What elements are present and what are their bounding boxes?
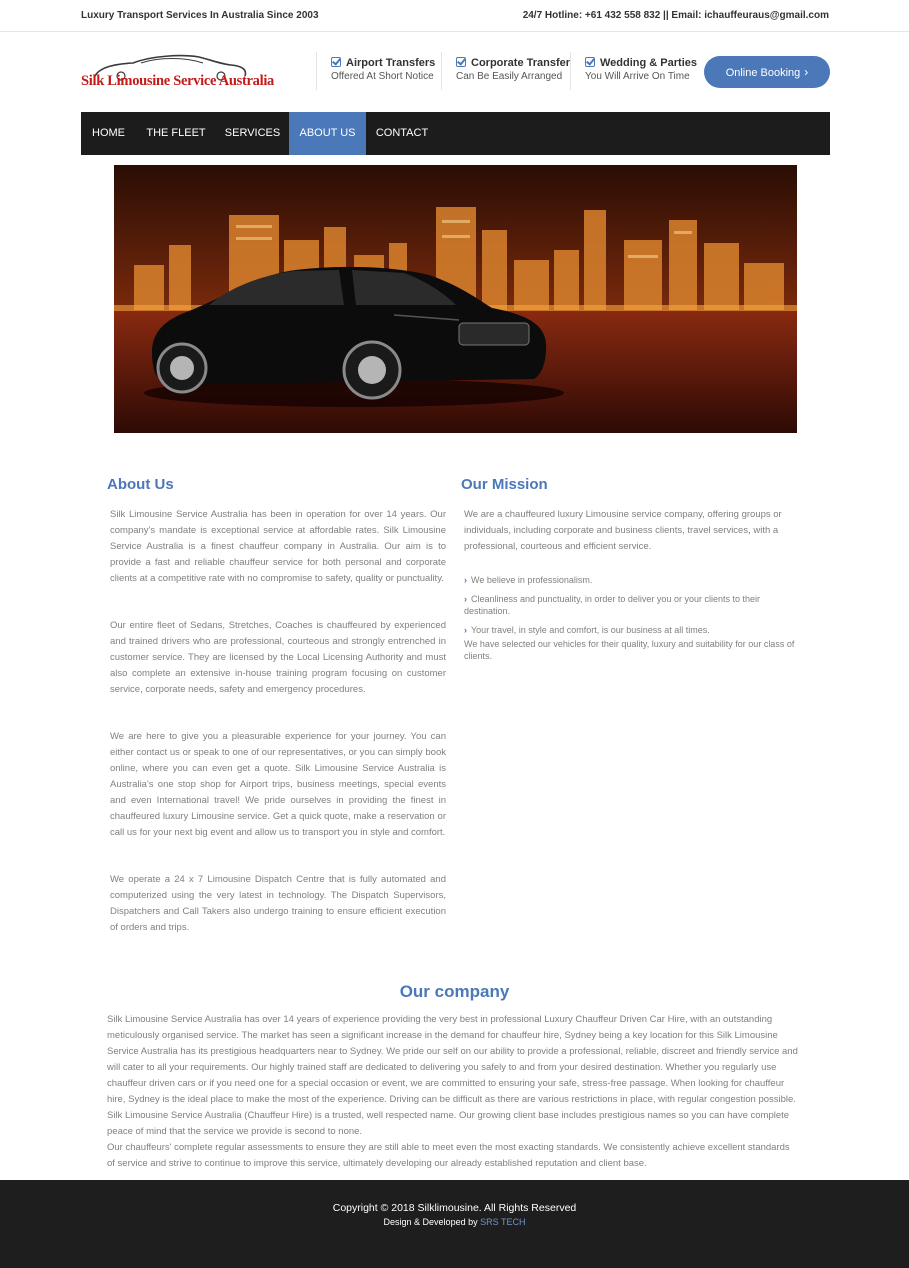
credit-prefix: Design & Developed by (383, 1217, 478, 1227)
about-paragraph-1: Silk Limousine Service Australia has been in operation for over 14 years. Our company's mandate is exceptional service at affordable rates. Silk Limousine Service Australia is a finest chauffeur company in Australia. Our aim is to provide a fast and reliable chauffeur service for both personal and corporate clients at a competitive rate with no compromise to safety, quality or punctuality. (110, 509, 446, 584)
contact-info[interactable]: 24/7 Hotline: +61 432 558 832 || Email: ichauffeuraus@gmail.com (522, 10, 829, 21)
nav-item-home[interactable]: HOME (92, 127, 125, 139)
nav-item-the-fleet[interactable]: THE FLEET (146, 127, 206, 139)
credit-link[interactable]: SRS TECH (480, 1217, 526, 1227)
online-booking-label: Online Booking (725, 67, 801, 79)
feature-subtitle: You Will Arrive On Time (585, 71, 690, 82)
hero-banner (114, 165, 797, 433)
company-text (107, 1012, 799, 1172)
mission-intro: We are a chauffeured luxury Limousine service company, offering groups or individuals, including corporate and business clients, travel services, with a professional, courteous and efficient service. (464, 509, 782, 552)
feature-airport-transfers (316, 52, 435, 90)
logo-text: Silk Limousine Service Australia (81, 73, 275, 89)
nav-item-contact[interactable]: CONTACT (375, 127, 429, 139)
chevron-right-icon: › (464, 594, 467, 604)
main-nav (81, 112, 830, 155)
feature-wedding-parties (570, 52, 697, 90)
about-us-heading: About Us (107, 476, 174, 493)
list-item: › Your travel, in style and comfort, is our business at all times. (464, 625, 710, 635)
mission-points (464, 574, 798, 643)
credit (0, 1217, 909, 1227)
list-item: › Cleanliness and punctuality, in order to deliver you or your clients to their destination. (464, 594, 760, 616)
check-square-icon (585, 57, 595, 67)
online-booking-button[interactable] (704, 56, 830, 88)
top-bar (0, 0, 909, 32)
about-paragraph-2: Our entire fleet of Sedans, Stretches, Coaches is chauffeured by experienced and trained drivers who are professional, courteous and strongly entrenched in customer service. They are licensed by the Local Licensing Authority and must also complete an extensive in-house training program focusing on customer service, corporate needs, safety and emergency procedures. (110, 620, 446, 695)
our-mission-heading: Our Mission (461, 476, 548, 493)
check-square-icon (331, 57, 341, 67)
check-square-icon (456, 57, 466, 67)
footer (0, 1180, 909, 1268)
feature-subtitle: Can Be Easily Arranged (456, 71, 563, 82)
feature-title: Airport Transfers (346, 57, 436, 69)
mission-extra: We have selected our vehicles for their quality, luxury and suitability for our class of clients. (464, 639, 795, 661)
feature-corporate-transfer (441, 52, 570, 90)
tagline: Luxury Transport Services In Australia Since 2003 (81, 10, 319, 21)
list-item: › We believe in professionalism. (464, 575, 593, 585)
nav-item-about-us[interactable]: ABOUT US (289, 112, 366, 155)
feature-subtitle: Offered At Short Notice (331, 71, 434, 82)
limousine-city-night-image (114, 165, 797, 433)
company-paragraph-1: Silk Limousine Service Australia has over 14 years of experience providing the very best in professional Luxury Chauffeur Driven Car Hire, with an outstanding meticulously organised service. The market has seen a significant increase in the demand for chauffeur hire, Sydney being a key location for this Silk Limousine Service Australia has its prestigious headquarters near to Sydney. We pride our self on our ability to provide a professional, reliable, discreet and friendly service and will cater to all your requirements. Our highly trained staff are dedicated to delivering you safely to and from your desired destination. Whether you regularly use chauffeur driven cars or if you need one for a special occasion or event, we are committed to ensuring your safe, stress-free passage. When looking for chauffeur hire, Sydney is the ideal place to make the most of the experience. Driving can be difficult as there are various restrictions in place, with regular congestion possible. Silk Limousine Service Australia (Chauffeur Hire) is a trusted, well respected name. Our growing client base includes prestigious names so you can have complete peace of mind that the service we provide is second to none. (107, 1014, 798, 1137)
about-paragraph-3: We are here to give you a pleasurable experience for your journey. You can either contact us or speak to one of our representatives, or you can simply book online, where you can even get a quote. Silk Limousine Service Australia is Australia's one stop shop for Airport trips, business meetings, special events and even International travel! We pride ourselves in providing the finest in chauffeured luxury Limousine service. Get a quick quote, make a reservation or call us for your next big event and allow us to transport you in style and comfort. (110, 731, 446, 838)
feature-title: Corporate Transfer (471, 57, 571, 69)
copyright: Copyright © 2018 Silklimousine. All Rights Reserved (332, 1202, 577, 1214)
about-paragraph-4: We operate a 24 x 7 Limousine Dispatch Centre that is fully automated and computerized using the very latest in technology. The Dispatch Supervisors, Dispatchers and Call Takers also undergo training to ensure efficient execution of orders and trips. (110, 874, 446, 933)
company-paragraph-2: Our chauffeurs' complete regular assessments to ensure they are still able to meet even the most exacting standards. We consistently achieve excellent standards of service and strive to continue to improve this service, ultimately developing our already established reputation and client base. (107, 1142, 790, 1169)
nav-item-services[interactable]: SERVICES (224, 127, 281, 139)
chevron-right-icon: › (464, 625, 467, 635)
feature-title: Wedding & Parties (600, 57, 697, 69)
site-logo[interactable] (81, 52, 275, 94)
chevron-right-icon: › (464, 575, 467, 585)
our-company-heading: Our company (399, 982, 510, 1001)
chevron-right-icon: › (804, 65, 809, 79)
